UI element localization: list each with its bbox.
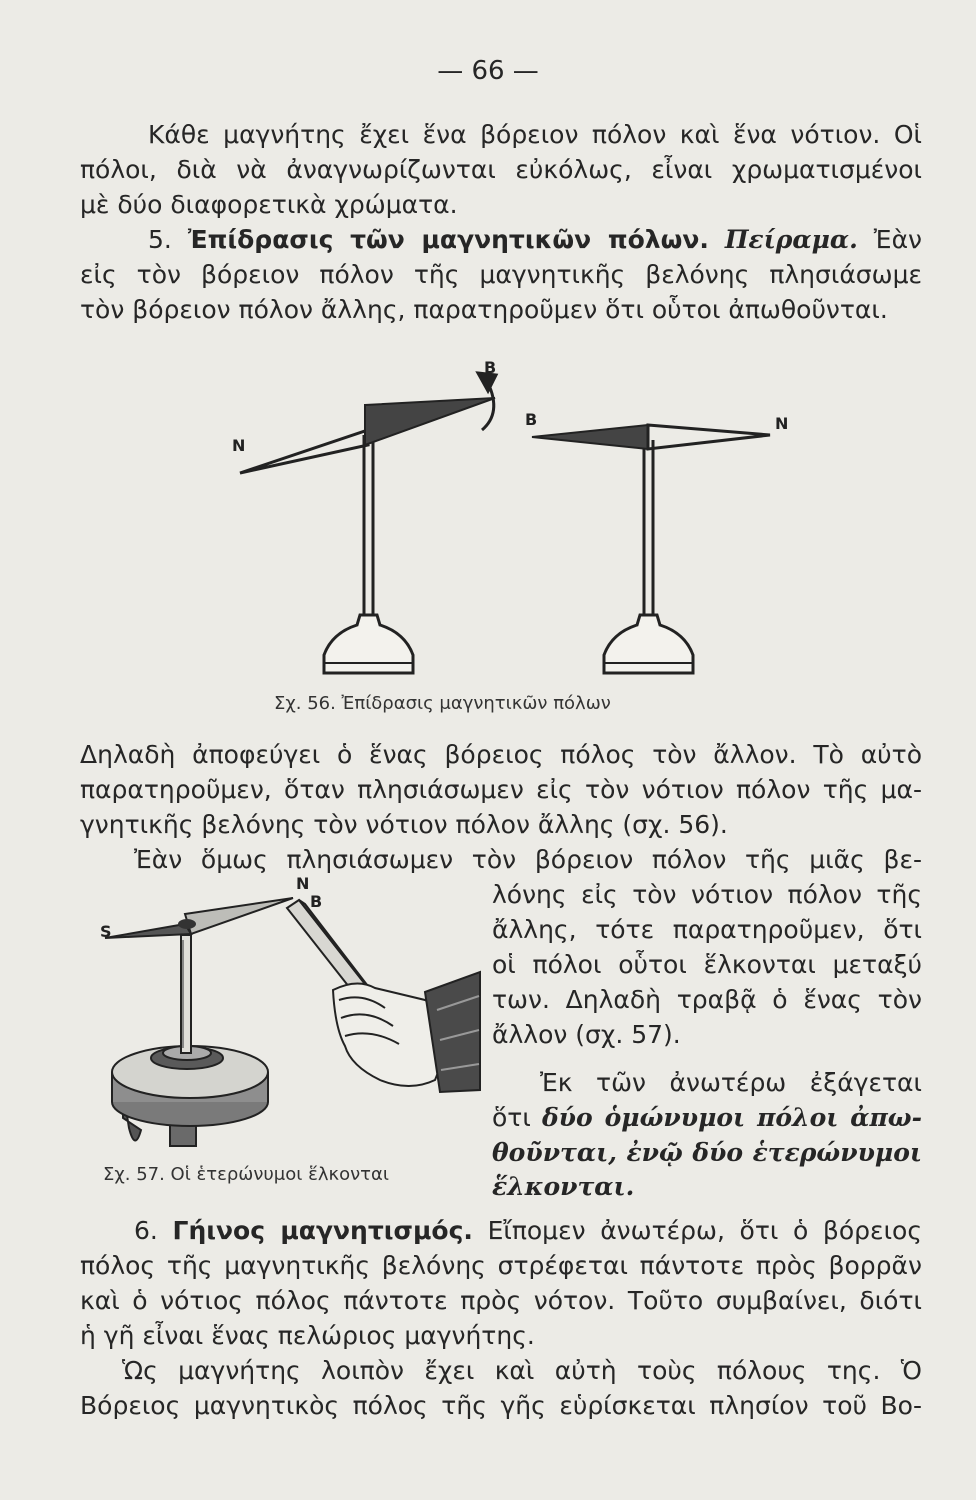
para4-line-3: θοῦνται, ἐνῷ δύο ἑτερώνυμοι (492, 1138, 922, 1167)
para4-line2-b: δύο ὁμώνυμοι πόλοι ἀπω- (541, 1103, 922, 1132)
para5-line-1: Ὡς μαγνήτης λοιπὸν ἔχει καὶ αὐτὴ τοὺς πόλους της. Ὁ (122, 1356, 922, 1385)
section-6-line1-rest: Εἴπομεν ἀνωτέρω, ὅτι ὁ βόρειος (487, 1216, 922, 1245)
section-5-line-3: τὸν βόρειον πόλον ἄλλης, παρατηροῦμεν ὅτι οὗτοι ἀπωθοῦνται. (80, 295, 888, 324)
section-5-line-2: εἰς τὸν βόρειον πόλον τῆς μαγνητικῆς βελόνης πλησιάσωμε (80, 260, 922, 289)
section-6-line-2: πόλος τῆς μαγνητικῆς βελόνης στρέφεται πάντοτε πρὸς βορρᾶν (80, 1251, 922, 1280)
para3-line-1: Ἐὰν ὅμως πλησιάσωμεν τὸν βόρειον πόλον τῆς μιᾶς βε- (134, 845, 922, 874)
fig56-label-b-right: B (525, 410, 538, 429)
para2-line-1: Δηλαδὴ ἀποφεύγει ὁ ἕνας βόρειος πόλος τὸν ἄλλον. Τὸ αὐτὸ (80, 740, 922, 769)
fig57-label-s: S (100, 922, 112, 941)
fig57-label-n: N (296, 874, 310, 893)
para3-line-2: λόνης εἰς τὸν νότιον πόλον τῆς (492, 880, 922, 909)
fig56-label-b-arrow: B (484, 358, 497, 377)
para5-line-2: Βόρειος μαγνητικὸς πόλος τῆς γῆς εὑρίσκεται πλησίον τοῦ Βο- (80, 1391, 922, 1420)
para1-line-2: πόλοι, διὰ νὰ ἀναγνωρίζωνται εὐκόλως, εἶναι χρωματισμένοι (80, 155, 922, 184)
right-magnetic-needle (532, 425, 770, 449)
para3-line-4: οἱ πόλοι οὗτοι ἕλκονται μεταξύ (492, 950, 922, 979)
figure-57-caption: Σχ. 57. Οἱ ἑτερώνυμοι ἕλκονται (103, 1164, 389, 1185)
para1-line-3: μὲ δύο διαφορετικὰ χρώματα. (80, 190, 458, 219)
figure-57-drawing (95, 880, 480, 1150)
para1-line-1: Κάθε μαγνήτης ἔχει ἕνα βόρειον πόλον καὶ ἕνα νότιον. Οἱ (148, 120, 922, 149)
section-5-heading-line (148, 223, 922, 257)
para4-line2-a: ὅτι (492, 1103, 531, 1132)
para4-line-1: Ἐκ τῶν ἀνωτέρω ἐξάγεται (540, 1068, 922, 1097)
section-6-line-3: καὶ ὁ νότιος πόλος πάντοτε πρὸς νότον. Τοῦτο συμβαίνει, διότι (80, 1286, 922, 1315)
fig56-label-n-right: N (775, 414, 789, 433)
para3-line-6: ἄλλον (σχ. 57). (492, 1020, 681, 1049)
section-6-line-4: ἡ γῆ εἶναι ἕνας πελώριος μαγνήτης. (80, 1321, 535, 1350)
figure-56-drawing (220, 355, 810, 690)
compass-base (112, 1046, 268, 1146)
hand-holding-magnet (333, 972, 480, 1092)
section-5-line1-rest: Ἐὰν (873, 225, 923, 254)
para4-line-2 (492, 1101, 922, 1135)
para4-line-4: ἕλκονται. (492, 1172, 635, 1201)
experiment-label: Πείραμα. (724, 225, 858, 254)
section-6-number: 6. (134, 1216, 158, 1245)
section-5-number: 5. (148, 225, 172, 254)
section-5-title: Ἐπίδρασις τῶν μαγνητικῶν πόλων. (187, 225, 709, 254)
para3-line-5: των. Δηλαδὴ τραβᾷ ὁ ἕνας τὸν (492, 985, 922, 1014)
left-magnetic-needle (240, 398, 495, 473)
para2-line-3: γνητικῆς βελόνης τὸν νότιον πόλον ἄλλης (σχ. 56). (80, 810, 728, 839)
fig57-label-b: B (310, 892, 323, 911)
fig56-label-n-left: N (232, 436, 246, 455)
right-compass-stand (604, 440, 693, 673)
section-6-title: Γήινος μαγνητισμός. (172, 1216, 473, 1245)
para3-line-3: ἄλλης, τότε παρατηροῦμεν, ὅτι (492, 915, 922, 944)
figure-56-caption: Σχ. 56. Ἐπίδρασις μαγνητικῶν πόλων (274, 693, 611, 714)
section-6-heading-line (134, 1214, 922, 1248)
compass-post (181, 935, 191, 1053)
left-compass-stand (324, 435, 413, 673)
page-number: — 66 — (437, 56, 539, 86)
para2-line-2: παρατηροῦμεν, ὅταν πλησιάσωμεν εἰς τὸν νότιον πόλον τῆς μα- (80, 775, 922, 804)
fig57-magnetic-needle (105, 898, 293, 938)
